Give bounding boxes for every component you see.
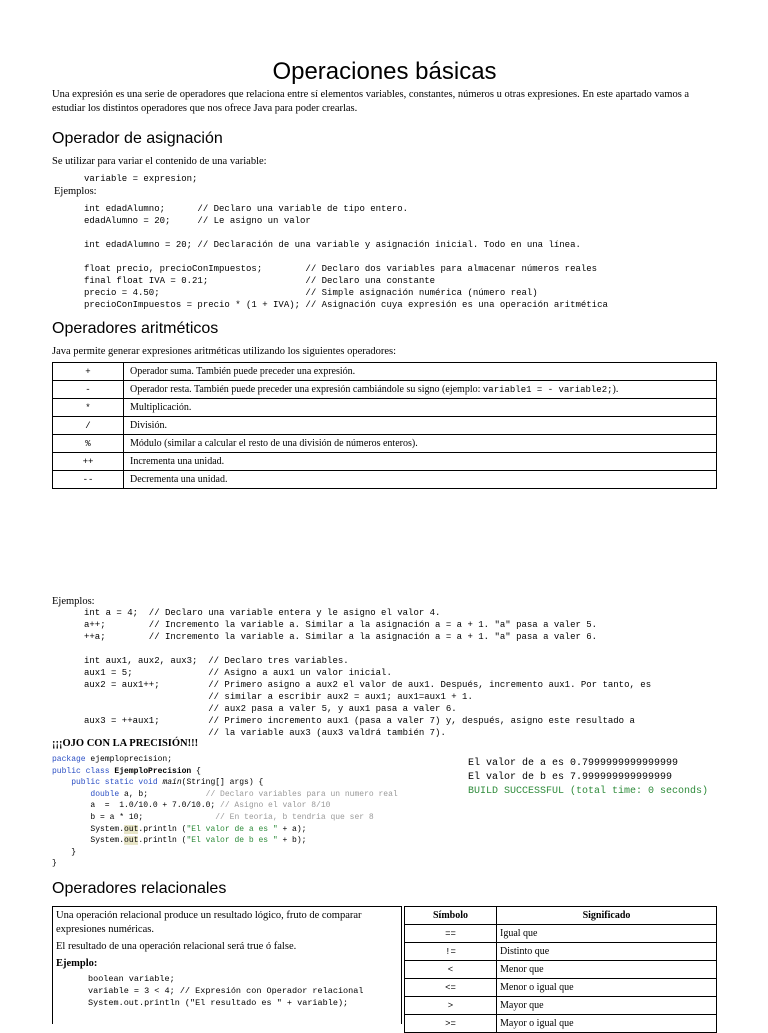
build-status: BUILD SUCCESSFUL (total time: 0 seconds) [468,786,709,797]
output-line: El valor de a es 0.7999999999999999 [468,758,679,769]
table-row [53,453,717,471]
table-row [53,435,717,453]
column-header-significado: Significado [497,907,717,925]
operator-symbol: * [53,399,124,417]
code-line [52,789,462,801]
code-token: .println ( [138,824,187,834]
code-token: public class [52,766,110,776]
table-row [53,417,717,435]
operator-symbol: ++ [53,453,124,471]
code-token: // En teoria, b tendria que ser 8 [215,812,374,822]
operator-symbol: >= [405,1015,497,1033]
heading-relacionales: Operadores relacionales [52,880,227,897]
asignacion-code: int edadAlumno; // Declaro una variable de tipo entero. edadAlumno = 20; // Le asigno un valor int edadAlumno = 20; // Declaración de una variable y asignación inicial. Todo en una línea. float precio, precioConImpuestos; // Declaro dos variables para almacenar números reales final float IVA = 0.21; // Declaro una constante precio = 4.50; // Simple asignación numérica (número real) precioConImpuestos = precio * (1 + IVA); // Asignación cuya expresión es una operación aritmética [84,204,608,310]
operator-symbol: - [53,381,124,399]
code-token: ejemploprecision; [85,755,173,764]
code-line [52,754,462,766]
asignacion-text: Se utilizar para variar el contenido de una variable: [52,156,267,167]
relational-operators-table [404,906,717,1033]
operator-description: División. [124,417,717,435]
arithmetic-operators-table [52,362,717,489]
code-token: a = 1.0/10.0 + 7.0/10.0; [52,801,221,811]
code-token: System. [52,836,125,846]
code-line [52,800,462,812]
code-line [52,835,462,847]
operator-symbol: == [405,925,497,943]
operator-description [124,381,717,399]
code-line [52,777,462,789]
precision-heading: ¡¡¡OJO CON LA PRECISIÓN!!! [52,738,199,749]
operator-symbol: % [53,435,124,453]
description-code: variable1 = - variable2; [482,385,613,395]
operator-meaning: Mayor que [497,997,717,1015]
aritmeticos-text: Java permite generar expresiones aritméticas utilizando los siguientes operadores: [52,346,397,357]
code-token [52,778,71,787]
table-row [405,997,717,1015]
code-token: out [124,836,139,846]
code-line [52,812,462,824]
table-row [53,381,717,399]
code-token [52,790,90,799]
ejemplos2-label: Ejemplos: [52,596,95,607]
code-token: (String[] args) { [181,778,264,788]
code-token: "El valor de b es " [186,836,278,846]
table-row [405,925,717,943]
operator-meaning: Mayor o igual que [497,1015,717,1033]
relacionales-text2: El resultado de una operación relacional será true ó false. [56,941,297,952]
table-row [405,943,717,961]
heading-asignacion: Operador de asignación [52,130,223,147]
code-token: { [191,766,201,776]
description-text: Operador resta. También puede preceder una expresión cambiándole su signo (ejemplo: [130,384,483,395]
code-token: } [52,859,57,869]
asignacion-syntax: variable = expresion; [84,174,198,184]
operator-description: Módulo (similar a calcular el resto de una división de números enteros). [124,435,717,453]
operator-symbol: != [405,943,497,961]
operator-symbol: -- [53,471,124,489]
code-token: // Asigno el valor 8/10 [220,801,331,811]
column-header-simbolo: Símbolo [405,907,497,925]
table-row [53,363,717,381]
table-row [405,961,717,979]
arithmetic-examples-code: int a = 4; // Declaro una variable entera y le asigno el valor 4. a++; // Incremento la variable a. Similar a la asignación a = a + 1. "a" pasa a valer 5. ++a; // Incremento la variable a. Similar a la asignación a = a + 1. "a" pasa a valer 6. int aux1, aux2, aux3; // Declaro tres variables. aux1 = 5; // Asigno a aux1 un valor inicial. aux2 = aux1++; // Primero asigno a aux2 el valor de aux1. Después, incremento aux1. Por tanto, es // similar a escribir aux2 = aux1; aux1=aux1 + 1. // aux2 pasa a valer 5, y aux1 pasa a valer 6. aux3 = ++aux1; // Primero incremento aux1 (pasa a valer 7) y, después, asigno este resultado a // la variable aux3 (aux3 valdrá también 7). [84,608,652,738]
code-line [52,824,462,836]
code-token: main [162,778,182,788]
page-title: Operaciones básicas [272,58,497,85]
code-token: b = a * 10; [52,812,216,822]
operator-meaning: Igual que [497,925,717,943]
operator-symbol: > [405,997,497,1015]
code-token: double [90,789,120,799]
intro-paragraph: Una expresión es una serie de operadores que relaciona entre sí elementos variables, constantes, números u otras expresiones. En este apartado vamos a estudiar los distintos operadores que nos ofrece Java para poder crearlas. [52,89,690,114]
table-row [405,979,717,997]
code-line [52,858,462,870]
code-line [52,766,462,778]
relational-example-code: boolean variable; variable = 3 < 4; // Expresión con Operador relacional System.out.println ("El resultado es " + variable); [88,974,364,1008]
table-row [53,399,717,417]
operator-description: Decrementa una unidad. [124,471,717,489]
code-token: EjemploPrecision [114,766,192,776]
code-token: public static void [71,778,158,788]
heading-aritmeticos: Operadores aritméticos [52,320,219,337]
operator-symbol: < [405,961,497,979]
description-text: ). [612,384,619,395]
code-token: System. [52,824,125,834]
code-token: .println ( [138,836,187,846]
operator-description: Multiplicación. [124,399,717,417]
code-token: out [124,824,139,834]
operator-description: Operador suma. También puede preceder una expresión. [124,363,717,381]
code-token: + b); [277,836,307,846]
program-output [468,757,708,799]
operator-symbol: <= [405,979,497,997]
code-token: a, b; [119,789,206,799]
ejemplo-label: Ejemplo: [56,958,98,969]
code-token: + a); [277,824,307,834]
code-token: } [52,847,77,857]
table-header-row [405,907,717,925]
operator-description: Incrementa una unidad. [124,453,717,471]
operator-symbol: / [53,417,124,435]
operator-symbol: + [53,363,124,381]
operator-meaning: Menor o igual que [497,979,717,997]
relacionales-text1: Una operación relacional produce un resultado lógico, fruto de comparar expresiones numéricas. [56,910,362,935]
operator-meaning: Menor que [497,961,717,979]
operator-meaning: Distinto que [497,943,717,961]
output-line: El valor de b es 7.999999999999999 [468,772,673,783]
code-token: "El valor de a es " [186,824,278,834]
relational-description-cell [52,906,402,1024]
code-token: package [52,755,86,764]
ejemplos-label: Ejemplos: [54,186,97,197]
precision-code-screenshot [52,754,462,872]
code-line [52,847,462,859]
table-row [53,471,717,489]
code-token: // Declaro variables para un numero real [205,789,398,799]
